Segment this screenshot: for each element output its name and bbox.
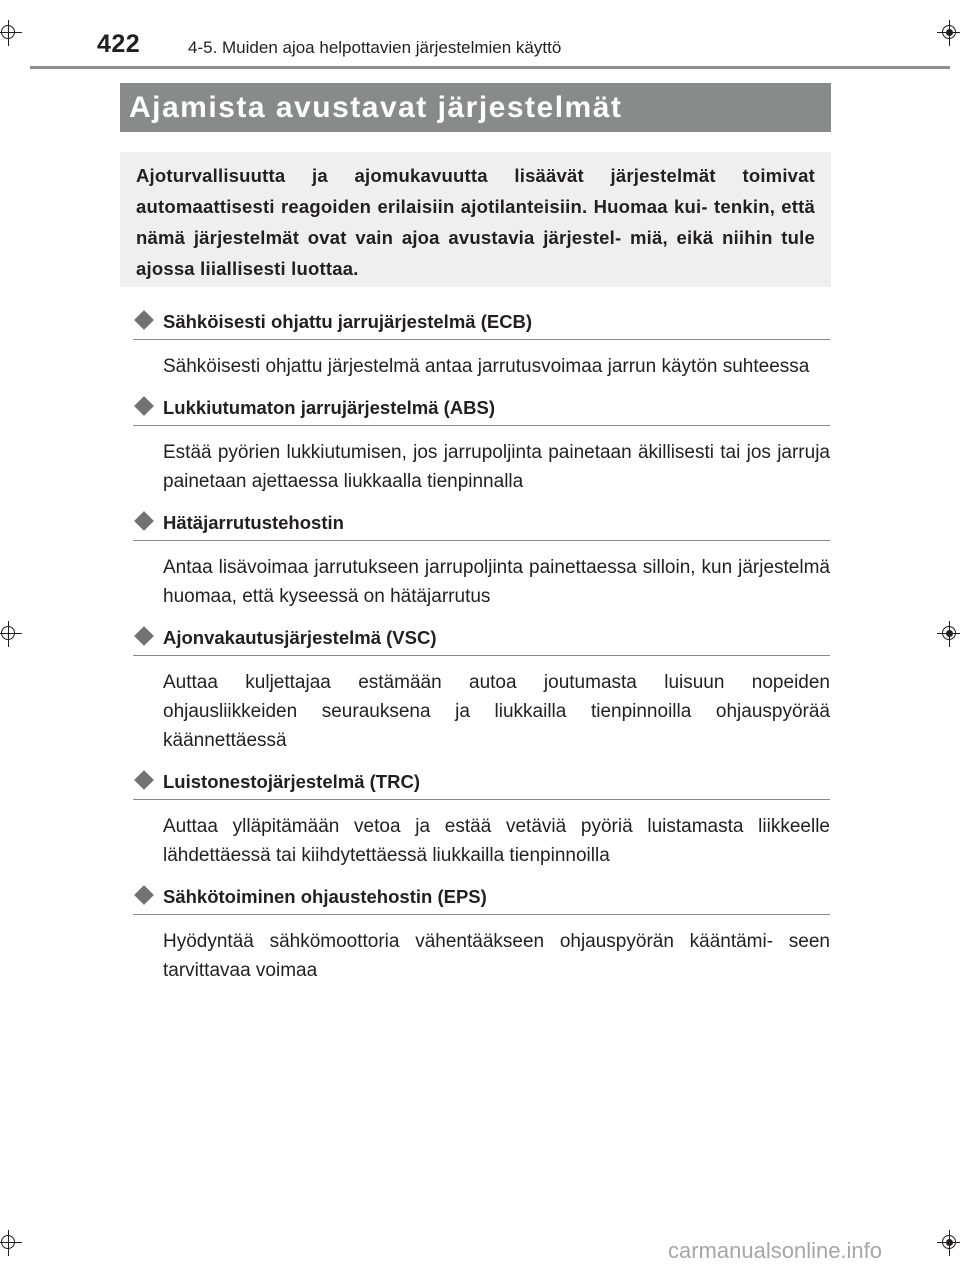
section-description: Estää pyörien lukkiutumisen, jos jarrupoljinta painetaan äkillisesti tai jos jarruja painetaan ajettaessa liukkaalla tienpinnalla [163,442,830,492]
section-description: Auttaa ylläpitämään vetoa ja estää vetäviä pyöriä luistamasta liikkeelle lähdettäessä tai kiihdytettäessä liukkailla tienpinnoilla [163,816,830,866]
running-header: 4-5. Muiden ajoa helpottavien järjestelmien käyttö [188,38,562,57]
intro-box [120,152,831,287]
registration-mark-icon [937,1230,960,1256]
section-heading [133,621,830,656]
system-section [133,391,830,496]
section-title-bar [120,83,831,132]
section-heading-text: Hätäjarrutustehostin [163,512,344,533]
diamond-icon [134,511,154,531]
page-number: 422 [97,30,141,58]
system-section [133,506,830,611]
system-section [133,305,830,381]
diamond-icon [134,396,154,416]
section-heading-text: Lukkiutumaton jarrujärjestelmä (ABS) [163,397,496,418]
registration-mark-icon [0,621,22,647]
registration-mark-icon [0,1230,22,1256]
section-description: Hyödyntää sähkömoottoria vähentääkseen ohjauspyörän kääntämi- seen tarvittavaa voimaa [163,931,830,981]
diamond-icon [134,885,154,905]
section-description: Auttaa kuljettajaa estämään autoa joutumasta luisuun nopeiden ohjausliikkeiden seurauksena ja liukkailla tienpinnoilla ohjauspyörää käännettäessä [163,672,830,751]
system-section [133,765,830,870]
diamond-icon [134,310,154,330]
section-heading [133,305,830,340]
watermark: carmanualsonline.info [668,1238,883,1263]
section-heading-text: Sähkötoiminen ohjaustehostin (EPS) [163,886,487,907]
registration-mark-icon [937,621,960,647]
section-heading [133,765,830,800]
diamond-icon [134,770,154,790]
intro-text: Ajoturvallisuutta ja ajomukavuutta lisäävät järjestelmät toimivat automaattisesti reagoiden erilaisiin ajotilanteisiin. Huomaa kui- tenkin, että nämä järjestelmät ovat vain ajoa avustavia järjestel- miä, eikä niihin tule ajossa liiallisesti luottaa. [136,165,815,279]
section-heading [133,506,830,541]
diamond-icon [134,626,154,646]
section-heading [133,880,830,915]
section-heading [133,391,830,426]
registration-mark-icon [0,20,22,46]
section-heading-text: Luistonestojärjestelmä (TRC) [163,771,420,792]
section-heading-text: Ajonvakautusjärjestelmä (VSC) [163,627,437,648]
system-section [133,621,830,755]
page-title: Ajamista avustavat järjestelmät [129,90,623,124]
system-list [133,305,830,995]
section-description: Sähköisesti ohjattu järjestelmä antaa jarrutusvoimaa jarrun käytön suhteessa [163,356,810,377]
registration-mark-icon [937,20,960,46]
section-heading-text: Sähköisesti ohjattu jarrujärjestelmä (ECB) [163,311,533,332]
section-description: Antaa lisävoimaa jarrutukseen jarrupoljinta painettaessa silloin, kun järjestelmä huomaa, että kyseessä on hätäjarrutus [163,557,830,607]
header-divider [30,66,950,69]
system-section [133,880,830,985]
